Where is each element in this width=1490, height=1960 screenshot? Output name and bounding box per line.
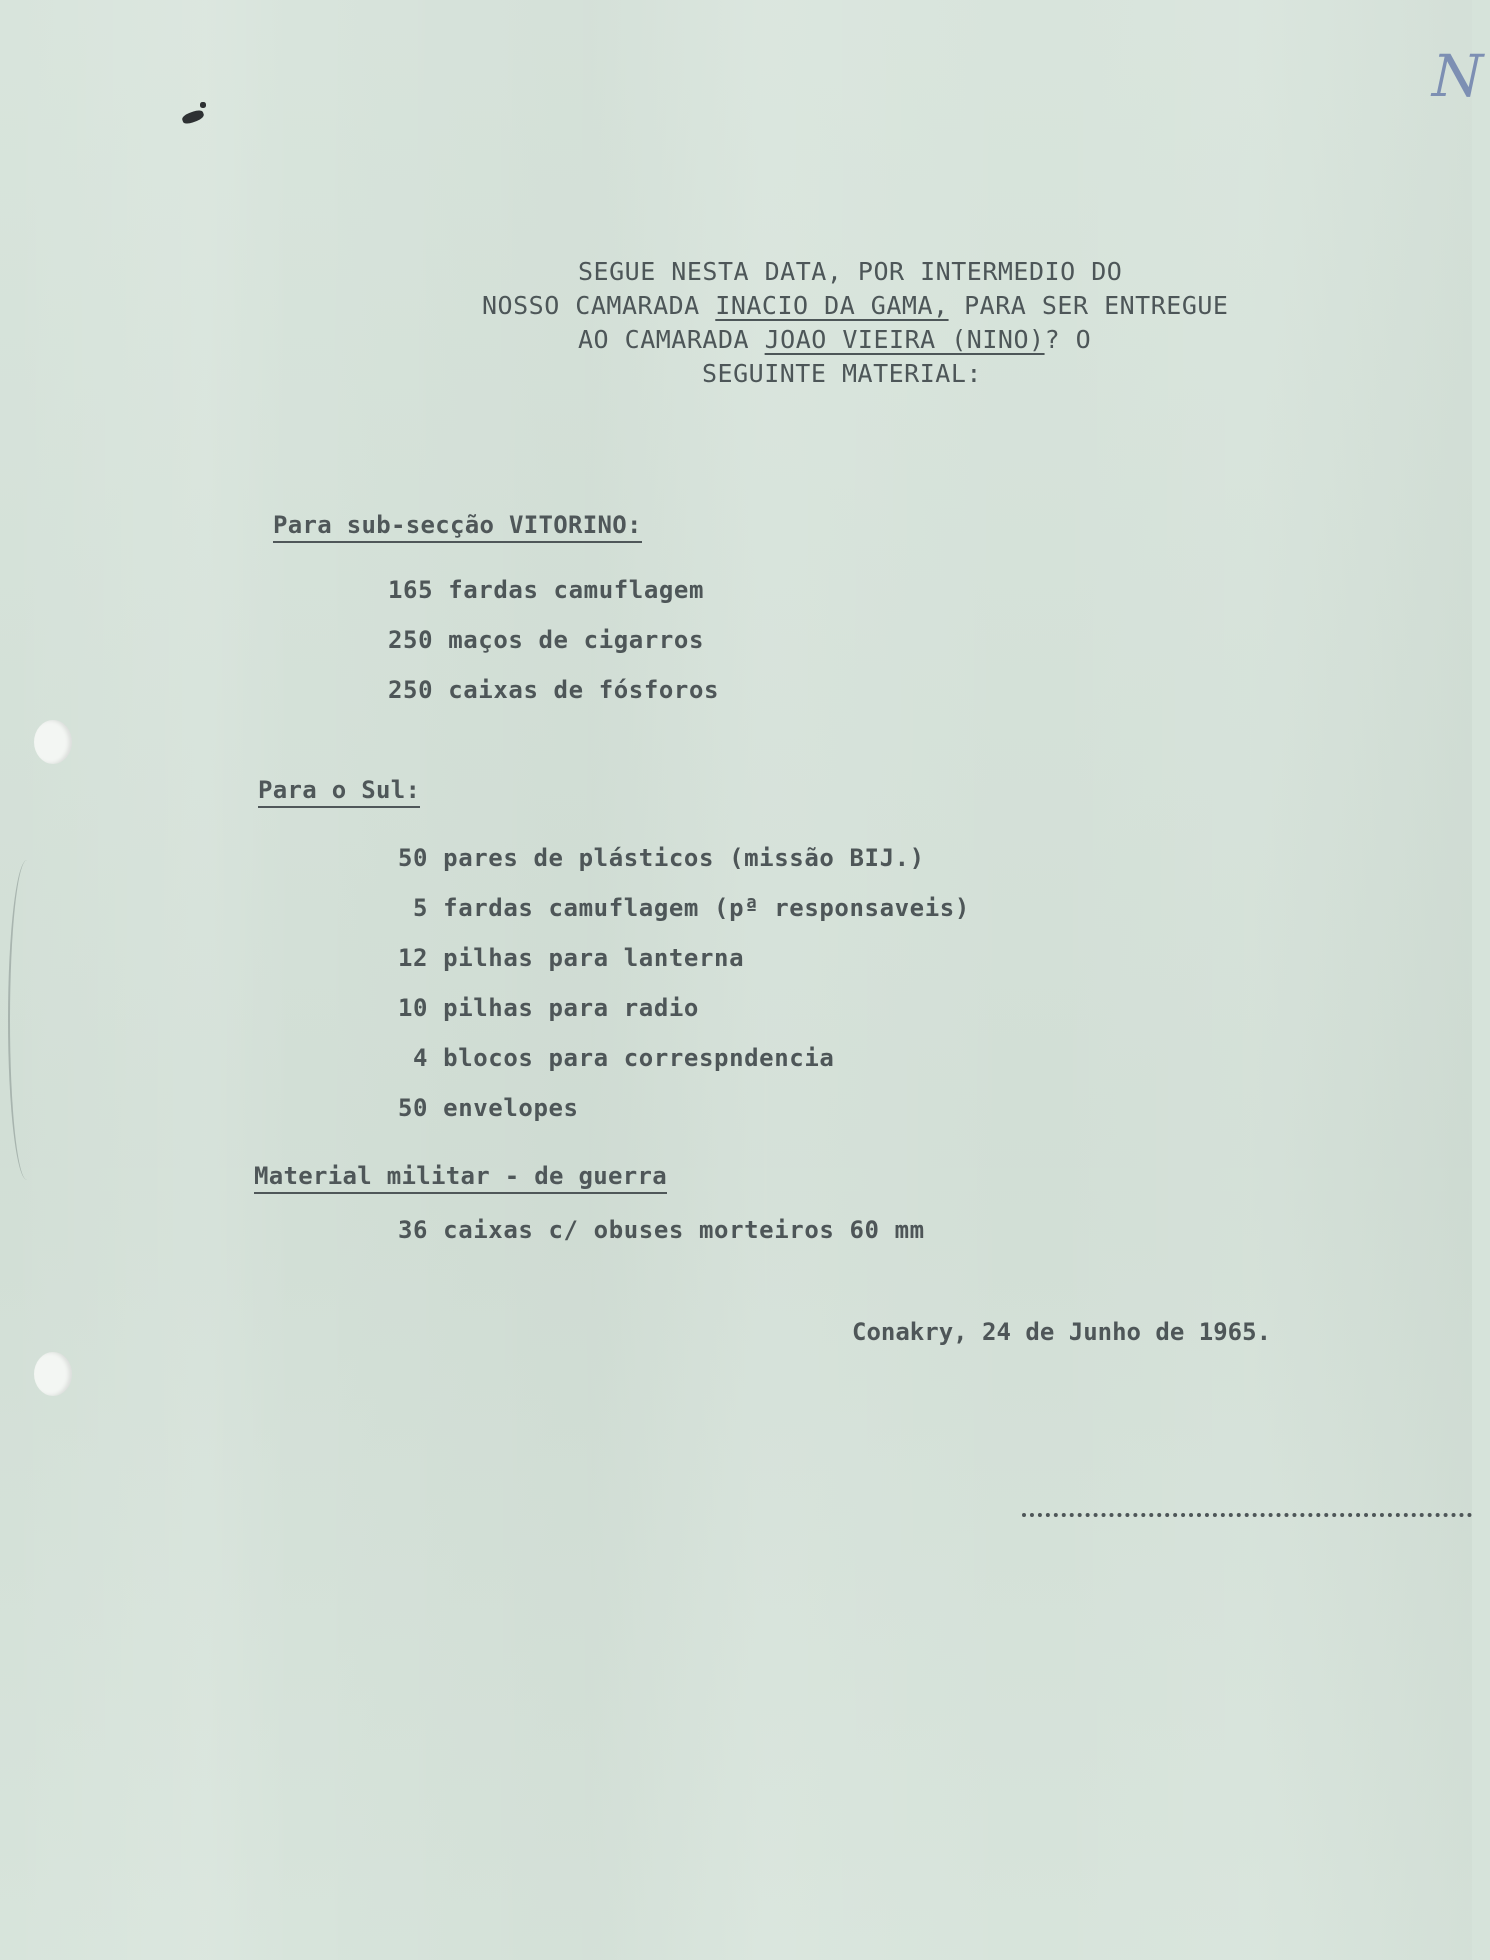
section-title-material-militar: Material militar - de guerra — [254, 1162, 667, 1194]
name-inacio-da-gama: INACIO DA GAMA, — [715, 291, 949, 320]
section-title-vitorino: Para sub-secção VITORINO: — [273, 511, 642, 543]
paper-fold-mark — [8, 860, 46, 1180]
punch-hole-bottom — [34, 1352, 72, 1396]
punch-hole-top — [34, 720, 72, 764]
name-joao-vieira: JOAO VIEIRA (NINO) — [764, 325, 1045, 354]
list-item: 250 maços de cigarros — [388, 626, 705, 654]
document-heading — [470, 255, 1270, 391]
list-item: 4 blocos para correspndencia — [398, 1044, 835, 1072]
list-item: 36 caixas c/ obuses morteiros 60 mm — [398, 1216, 925, 1244]
list-item: 50 pares de plásticos (missão BIJ.) — [398, 844, 925, 872]
corner-handwritten-mark: N — [1424, 42, 1490, 110]
list-item: 50 envelopes — [398, 1094, 579, 1122]
ink-speck — [200, 102, 206, 108]
list-item: 250 caixas de fósforos — [388, 676, 720, 704]
list-item: 5 fardas camuflagem (pª responsaveis) — [398, 894, 970, 922]
list-item: 165 fardas camuflagem — [388, 576, 705, 604]
list-item: 10 pilhas para radio — [398, 994, 699, 1022]
list-item: 12 pilhas para lanterna — [398, 944, 745, 972]
heading-line-4: SEGUINTE MATERIAL: — [702, 359, 982, 388]
heading-line-1: SEGUE NESTA DATA, POR INTERMEDIO DO — [578, 257, 1123, 286]
section-title-sul: Para o Sul: — [258, 776, 420, 808]
signature-line — [1022, 1513, 1472, 1517]
heading-line-2: NOSSO CAMARADA INACIO DA GAMA, PARA SER ENTREGUE — [482, 291, 1229, 320]
place-and-date: Conakry, 24 de Junho de 1965. — [852, 1318, 1272, 1346]
heading-line-3: AO CAMARADA JOAO VIEIRA (NINO)? O — [578, 325, 1092, 354]
